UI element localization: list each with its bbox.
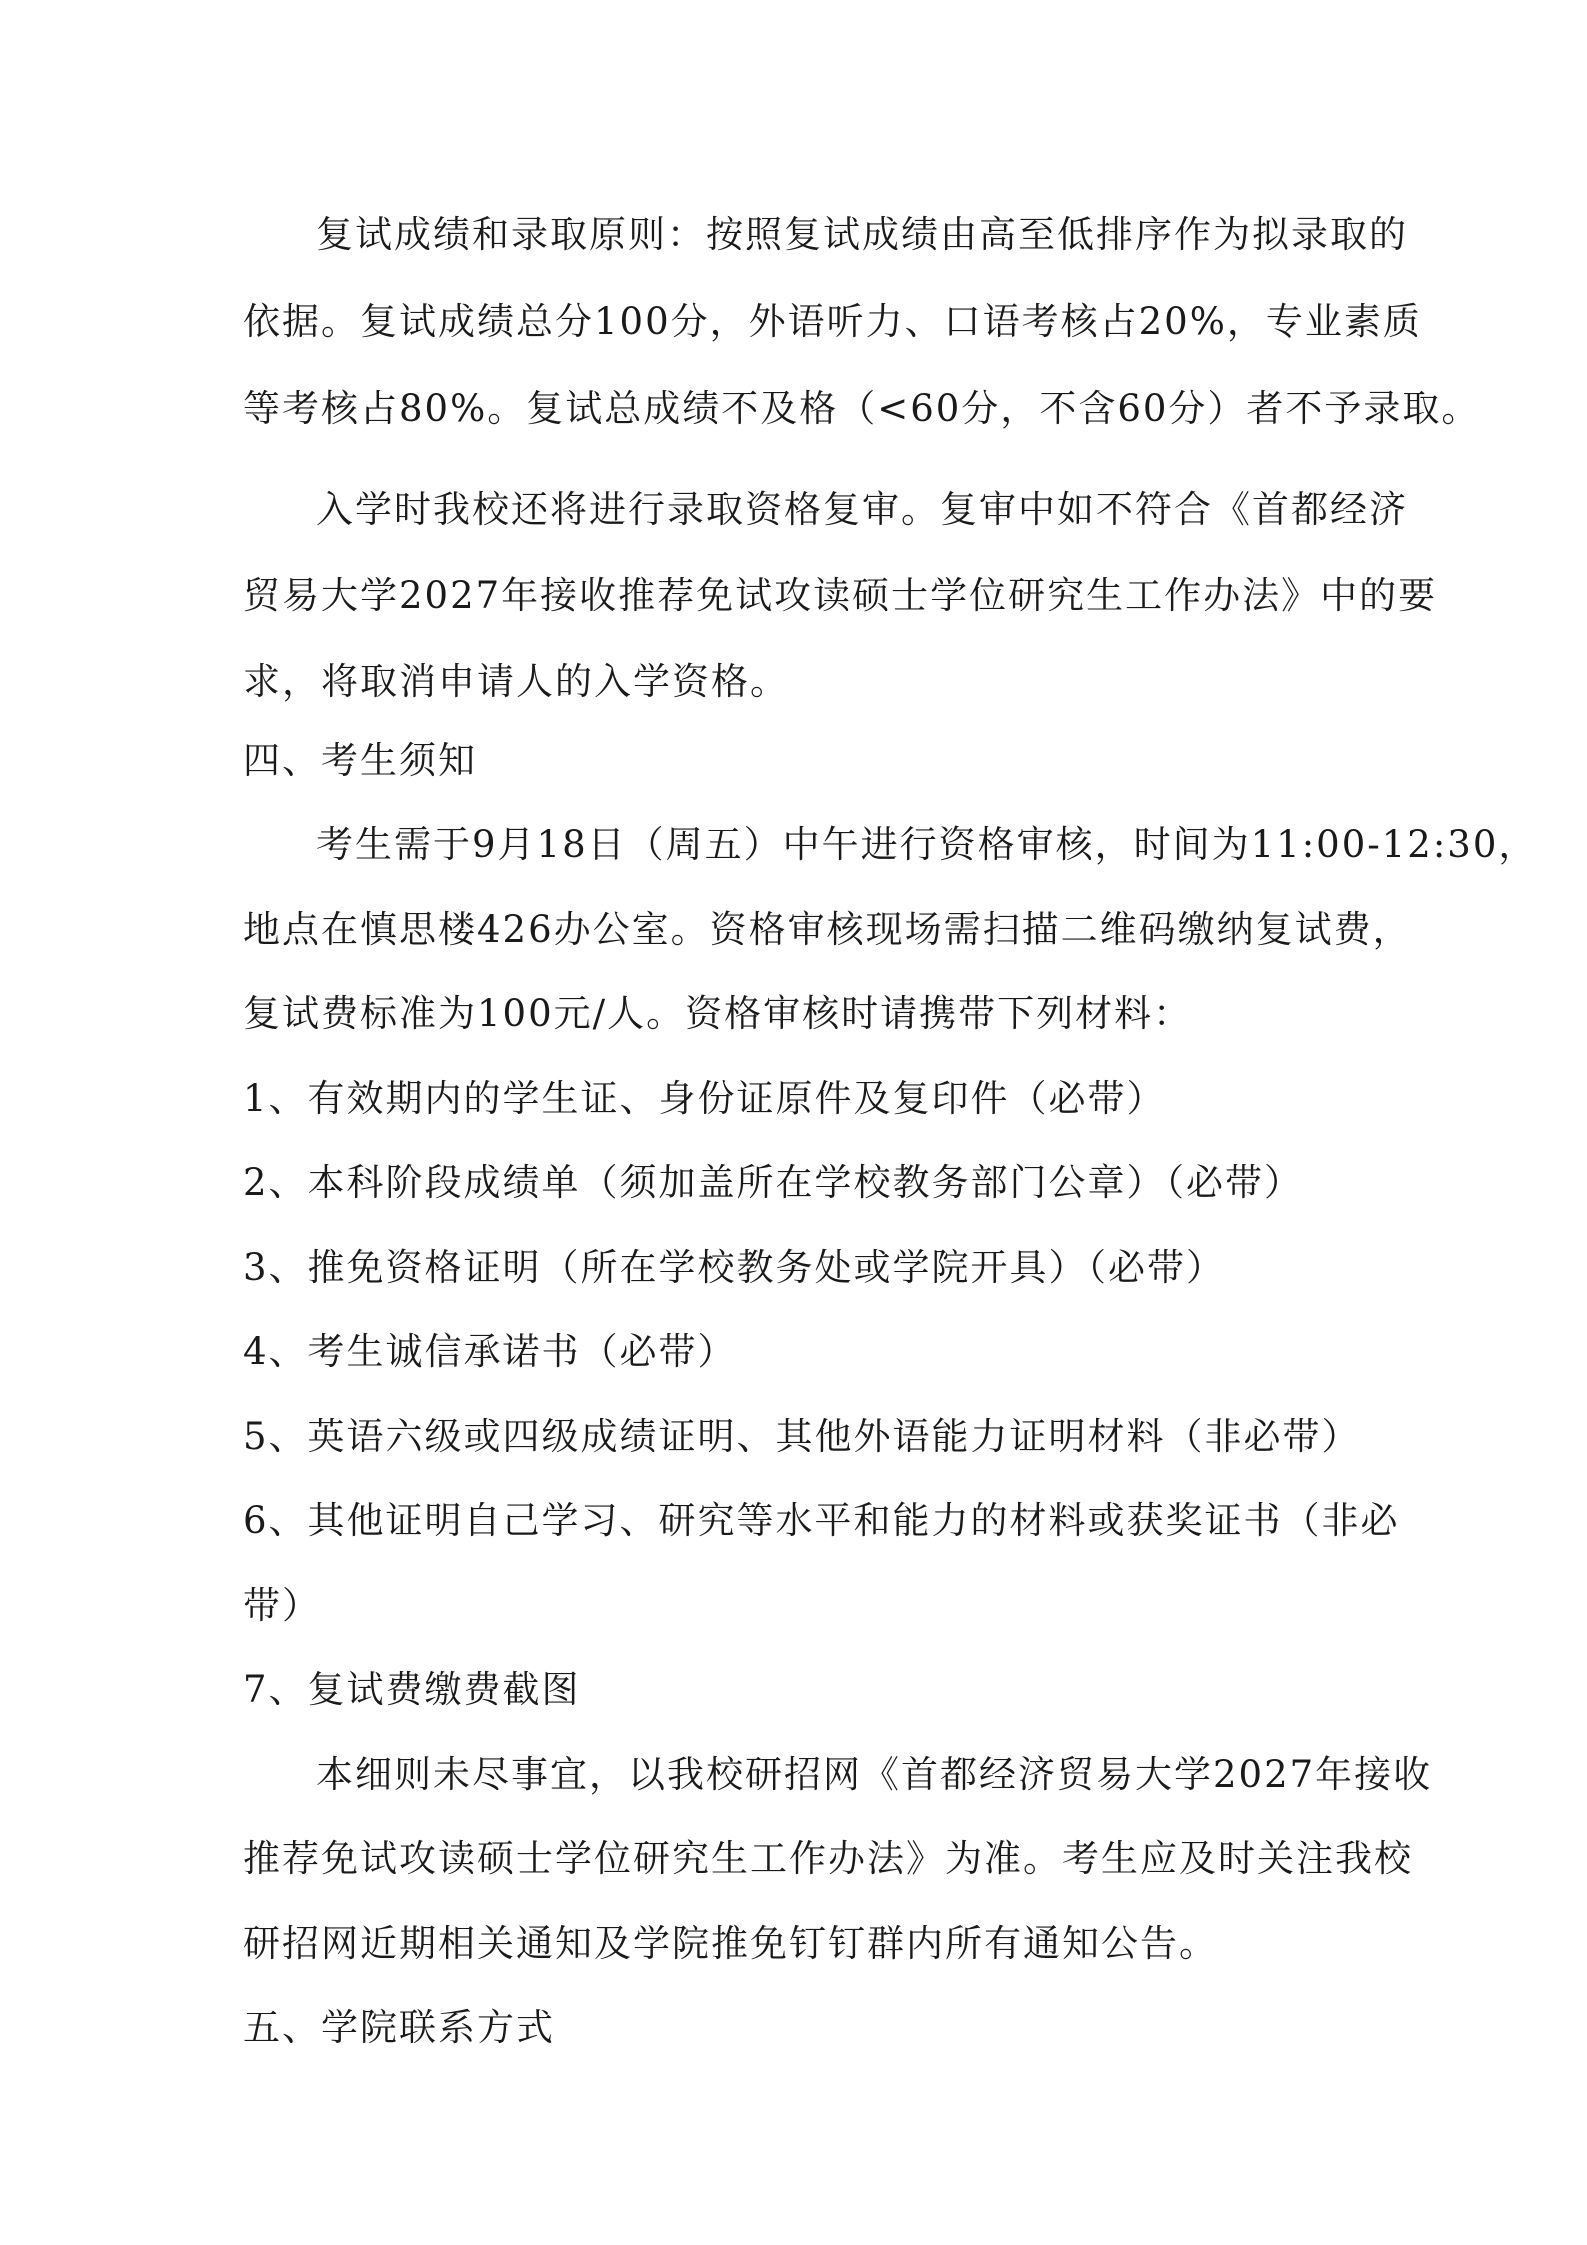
paragraph-line: 考生需于9月18日（周五）中午进行资格审核，时间为11:00-12:30， (316, 823, 1538, 866)
paragraph-line: 推荐免试攻读硕士学位研究生工作办法》为准。考生应及时关注我校 (243, 1837, 1413, 1880)
section-heading: 五、学院联系方式 (243, 2006, 555, 2049)
list-item: 5、英语六级或四级成绩证明、其他外语能力证明材料（非必带） (243, 1415, 1361, 1458)
paragraph-line: 入学时我校还将进行录取资格复审。复审中如不符合《首都经济 (316, 488, 1408, 531)
list-item: 6、其他证明自己学习、研究等水平和能力的材料或获奖证书（非必 (243, 1499, 1400, 1542)
list-item: 3、推免资格证明（所在学校教务处或学院开具）（必带） (243, 1246, 1226, 1289)
list-item: 1、有效期内的学生证、身份证原件及复印件（必带） (243, 1077, 1166, 1120)
paragraph-line: 等考核占80%。复试总成绩不及格（<60分，不含60分）者不予录取。 (243, 387, 1481, 430)
paragraph-line: 研招网近期相关通知及学院推免钉钉群内所有通知公告。 (243, 1922, 1218, 1965)
list-item: 7、复试费缴费截图 (243, 1668, 581, 1711)
paragraph-line: 贸易大学2027年接收推荐免试攻读硕士学位研究生工作办法》中的要 (243, 574, 1438, 617)
paragraph-line: 求，将取消申请人的入学资格。 (243, 660, 789, 703)
section-heading: 四、考生须知 (243, 739, 477, 782)
paragraph-line: 复试成绩和录取原则：按照复试成绩由高至低排序作为拟录取的 (316, 213, 1408, 256)
paragraph-line: 地点在慎思楼426办公室。资格审核现场需扫描二维码缴纳复试费， (243, 908, 1412, 951)
list-item: 2、本科阶段成绩单（须加盖所在学校教务部门公章）（必带） (243, 1161, 1304, 1204)
paragraph-line: 复试费标准为100元/人。资格审核时请携带下列材料： (243, 992, 1193, 1035)
paragraph-line: 依据。复试成绩总分100分，外语听力、口语考核占20%，专业素质 (243, 300, 1422, 343)
list-item: 带） (243, 1584, 321, 1627)
list-item: 4、考生诚信承诺书（必带） (243, 1330, 737, 1373)
paragraph-line: 本细则未尽事宜，以我校研招网《首都经济贸易大学2027年接收 (316, 1753, 1433, 1796)
